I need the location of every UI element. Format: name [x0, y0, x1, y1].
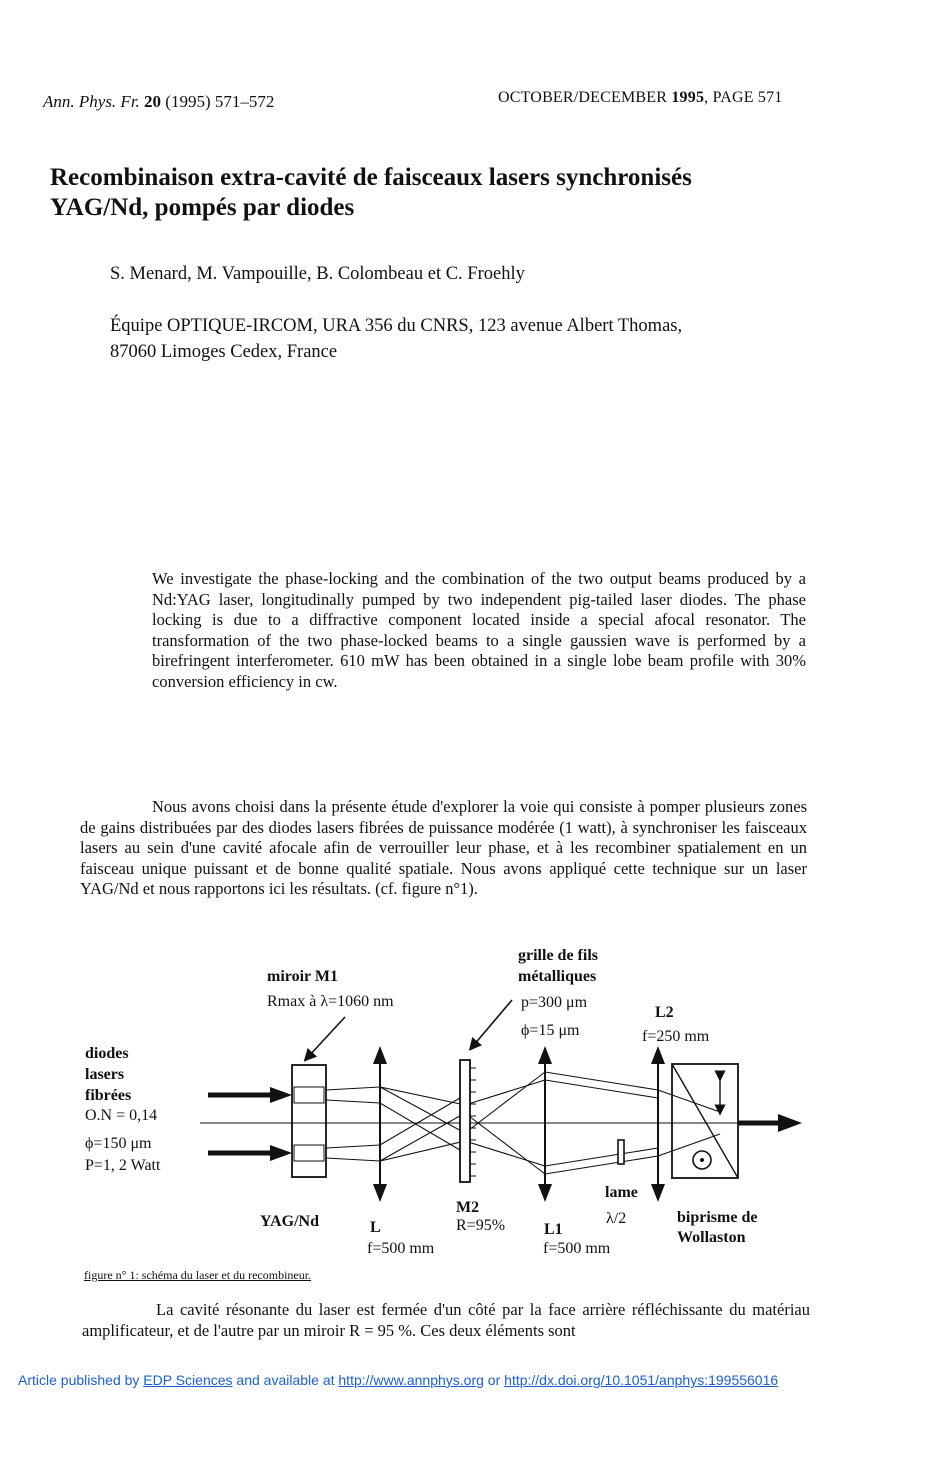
lens-l2-focal: f=250 mm — [642, 1028, 710, 1045]
body-paragraph-2: La cavité résonante du laser est fermée d'un côté par la face arrière réfléchissante du matériau amplificateur, et de l'autre par un miroir R = 95 %. Ces deux éléments sont — [82, 1300, 810, 1340]
title-line-1: Recombinaison extra-cavité de faisceaux lasers synchronisés — [50, 164, 692, 191]
figure-caption: figure n° 1: schéma du laser et du recombineur. — [84, 1268, 312, 1282]
lens-l-label: L — [370, 1219, 381, 1236]
diode-arrowhead-upper — [270, 1087, 292, 1103]
publication-footer — [18, 1372, 918, 1388]
lens-l-bottom-arrow — [373, 1184, 387, 1202]
grid-diameter: ϕ=15 μm — [521, 1022, 580, 1039]
footer-or: or — [483, 1372, 505, 1388]
laser-setup-diagram — [80, 940, 820, 1265]
mirror-m2-grid — [460, 1060, 470, 1182]
half-wave-plate-label-2: λ/2 — [606, 1210, 627, 1227]
yag-gain-zone-upper — [294, 1087, 324, 1103]
mirror-m2-label: M2 — [456, 1199, 480, 1216]
journal-volume: 20 — [144, 92, 162, 111]
wollaston-label-2: Wollaston — [677, 1229, 746, 1246]
diodes-power: P=1, 2 Watt — [85, 1157, 161, 1174]
yag-crystal — [292, 1065, 326, 1177]
citation-header — [43, 92, 274, 112]
issue-date: OCTOBER/DECEMBER — [498, 89, 668, 106]
issue-year: 1995 — [671, 89, 705, 106]
lens-l1-top-arrow — [538, 1046, 552, 1064]
page-label: , PAGE 571 — [704, 89, 783, 106]
grid-label-line-1: grille de fils — [518, 947, 598, 964]
half-wave-plate — [618, 1140, 624, 1164]
diodes-label-3: fibrées — [85, 1087, 132, 1104]
lens-l-top-arrow — [373, 1046, 387, 1064]
mirror-pointer-arrow — [308, 1017, 345, 1057]
yag-gain-zone-lower — [294, 1145, 324, 1161]
paper-title — [50, 163, 870, 223]
citation-year-pages: (1995) 571–572 — [165, 92, 275, 111]
affiliation — [110, 313, 830, 365]
lens-l2-top-arrow — [651, 1046, 665, 1064]
issue-header — [498, 89, 782, 107]
diodes-numerical-aperture: O.N = 0,14 — [85, 1107, 158, 1124]
lens-l1-label: L1 — [544, 1221, 563, 1238]
footer-middle: and available at — [232, 1372, 339, 1388]
journal-name: Ann. Phys. Fr. — [43, 92, 140, 111]
output-beam-arrowhead — [778, 1114, 802, 1132]
mirror-m1-spec: Rmax à λ=1060 nm — [267, 993, 394, 1010]
footer-prefix: Article published by — [18, 1372, 144, 1388]
mirror-m1-label: miroir M1 — [267, 968, 338, 985]
diode-arrowhead-lower — [270, 1145, 292, 1161]
title-line-2: YAG/Nd, pompés par diodes — [50, 194, 355, 221]
wollaston-axis-dot-center — [700, 1158, 704, 1162]
diodes-label-1: diodes — [85, 1045, 129, 1062]
affiliation-line-1: Équipe OPTIQUE-IRCOM, URA 356 du CNRS, 123 avenue Albert Thomas, — [110, 316, 683, 336]
mirror-m2-spec: R=95% — [456, 1217, 506, 1234]
lens-l-focal: f=500 mm — [367, 1240, 435, 1257]
grid-label-line-2: métalliques — [518, 968, 597, 985]
lens-l2-label: L2 — [655, 1004, 674, 1021]
diodes-label-2: lasers — [85, 1066, 125, 1083]
diodes-diameter: ϕ=150 μm — [85, 1135, 152, 1152]
lens-l2-bottom-arrow — [651, 1184, 665, 1202]
body-paragraph-1: Nous avons choisi dans la présente étude d'explorer la voie qui consiste à pomper plusieurs zones de gains distribuées par des diodes lasers fibrées de puissance modérée (1 watt), à synchroniser les faisceaux lasers au sein d'une cavité afocale afin de verrouiller leur phase, et à les recombiner spatialement en un faisceau unique puissant et de bonne qualité spatiale. Nous avons appliqué cette technique sur un laser YAG/Nd et nous rapportons ici les résultats. (cf. figure n°1). — [80, 797, 807, 898]
wollaston-label-1: biprisme de — [677, 1209, 758, 1226]
affiliation-line-2: 87060 Limoges Cedex, France — [110, 342, 338, 362]
half-wave-plate-label-1: lame — [605, 1184, 638, 1201]
authors: S. Menard, M. Vampouille, B. Colombeau et C. Froehly — [110, 264, 525, 284]
abstract: We investigate the phase-locking and the combination of the two output beams produced by a Nd:YAG laser, longitudinally pumped by two independent pig-tailed laser diodes. The phase locking is due to a diffractive component located inside a special afocal resonator. The transformation of the two phase-locked beams to a single gaussien wave is performed by a birefringent interferometer. 610 mW has been obtained in a single lobe beam profile with 30% conversion efficiency in cw. — [152, 569, 806, 691]
edp-sciences-link[interactable]: EDP Sciences — [143, 1372, 233, 1388]
yag-label: YAG/Nd — [260, 1213, 319, 1230]
lens-l1-bottom-arrow — [538, 1184, 552, 1202]
annphys-link[interactable]: http://www.annphys.org — [338, 1372, 484, 1388]
lens-l1-focal: f=500 mm — [543, 1240, 611, 1257]
grid-pitch: p=300 μm — [521, 994, 588, 1011]
wollaston-interface — [672, 1064, 738, 1178]
grid-pointer-arrow — [473, 1000, 512, 1046]
doi-link[interactable]: http://dx.doi.org/10.1051/anphys:199556016 — [504, 1372, 779, 1388]
